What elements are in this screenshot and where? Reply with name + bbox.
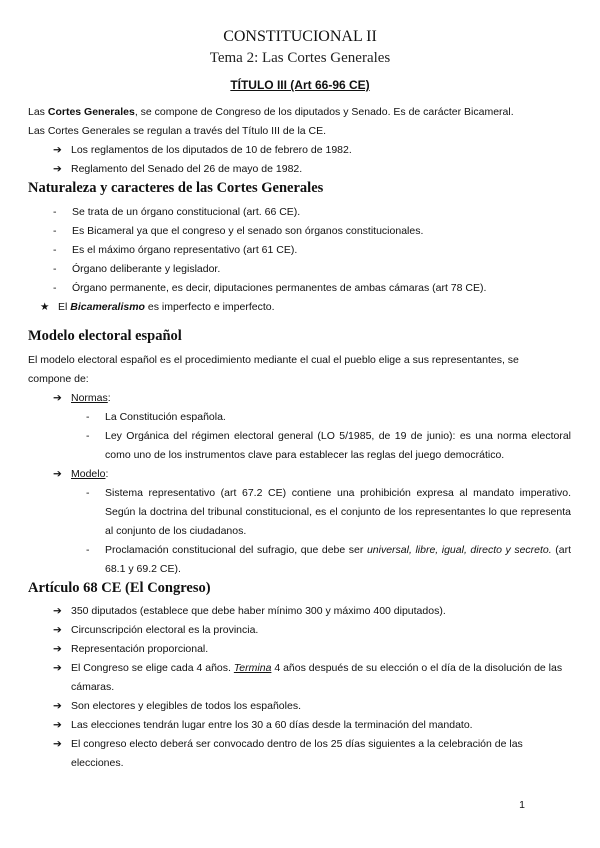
modelo-intro-line-2: compone de:	[28, 373, 89, 385]
arrow-icon: ➔	[53, 738, 62, 750]
page-number: 1	[519, 799, 525, 811]
arrow-icon: ➔	[53, 392, 62, 404]
document-page: CONSTITUCIONAL II Tema 2: Las Cortes Generales TÍTULO III (Art 66-96 CE) Las Cortes Generales, se compone de Congreso de los diputados y Senado. Es de carácter Bicameral. Las Cortes Generales se regulan a través del Título III de la CE. ➔ Los reglamentos de los diputados de 10 de febrero de 1982. ➔ Reglamento del Senado del 26 de mayo de 1982. Naturaleza y caracteres de las Cortes Generales - Se trata de un órgano constitucional (art. 66 CE). - Es Bicameral ya que el congreso y el senado son órganos constitucionales. - Es el máximo órgano representativo (art 61 CE). - Órgano deliberante y legislador. - Órgano permanente, es decir, diputaciones permanentes de ambas cámaras (art 78 CE). ★ El Bicameralismo es imperfecto e imperfecto. Modelo electoral español El modelo electoral español es el procedimiento mediante el cual el pueblo elige a sus representantes, se compone de: ➔ Normas: - La Constitución española. - Ley Orgánica del régimen electoral general (LO 5/1985, de 19 de junio): es una norma electoral como uno de los instrumentos clave para establecer las reglas del juego democrático. ➔ Modelo: - Sistema representativo (art 67.2 CE) contiene una prohibición expresa al mandato imperativo. Según la doctrina del tribunal constitucional, es el conjunto de los representantes lo que representa al conjunto de los ciudadanos. - Proclamación constitucional del sufragio, que debe ser universal, libre, igual, directo y secreto. (art 68.1 y 69.2 CE). Artículo 68 CE (El Congreso) ➔ 350 diputados (establece que debe haber mínimo 300 y máximo 400 diputados). ➔ Circunscripción electoral es la provincia. ➔ Representación proporcional. ➔ El Congreso se elige cada 4 años. Termina 4 años después de su elección o el día de la disolución de las cámaras. ➔ Son electores y elegibles de todos los españoles. ➔ Las elecciones tendrán lugar entre los 30 a 60 días desde la terminación del mandato. ➔ El congreso electo deberá ser convocado dentro de los 25 días siguientes a la celebración de las elecciones. 1	[0, 0, 600, 848]
section-heading-titulo: TÍTULO III (Art 66-96 CE)	[230, 78, 370, 92]
intro-paragraph-2: Las Cortes Generales se regulan a través del Título III de la CE.	[28, 125, 327, 137]
document-title: CONSTITUCIONAL II	[223, 28, 377, 45]
arrow-icon: ➔	[53, 468, 62, 480]
arrow-icon: ➔	[53, 144, 62, 156]
arrow-icon: ➔	[53, 700, 62, 712]
arrow-icon: ➔	[53, 163, 62, 175]
section-heading-naturaleza: Naturaleza y caracteres de las Cortes Generales	[28, 180, 324, 196]
arrow-icon: ➔	[53, 624, 62, 636]
modelo-intro-line-1: El modelo electoral español es el procedimiento mediante el cual el pueblo elige a sus representantes, se	[28, 354, 519, 366]
intro-paragraph-1: Las Cortes Generales, se compone de Congreso de los diputados y Senado. Es de carácter Bicameral.	[28, 106, 514, 118]
arrow-icon: ➔	[53, 605, 62, 617]
star-icon: ★	[40, 301, 50, 313]
section-heading-modelo: Modelo electoral español	[28, 328, 182, 344]
arrow-icon: ➔	[53, 662, 62, 674]
section-heading-articulo-68: Artículo 68 CE (El Congreso)	[28, 580, 211, 596]
arrow-icon: ➔	[53, 643, 62, 655]
arrow-icon: ➔	[53, 719, 62, 731]
document-subtitle: Tema 2: Las Cortes Generales	[209, 50, 391, 66]
